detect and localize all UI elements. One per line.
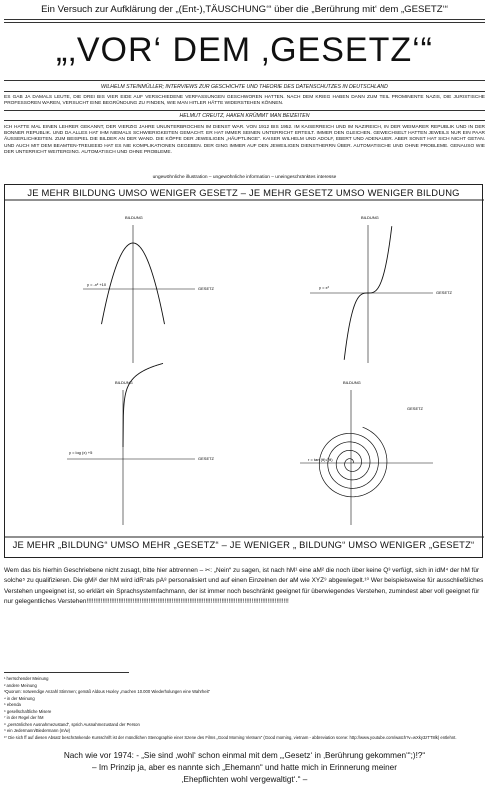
footnote-rule <box>4 672 129 673</box>
graph-3 <box>67 363 215 525</box>
graph-3-xlabel: GESETZ <box>198 456 215 461</box>
graph-1-ylabel: BILDUNG <box>125 215 143 220</box>
footnote: ⁶ gesellschaftliche Misere <box>4 708 52 714</box>
byline: WILHELM STEINMÜLLER; INTERVIEWS ZUR GESCHICHTE UND THEORIE DES DATENSCHUTZES IN DEUTSCHLAND <box>101 84 388 90</box>
graph-3-ylabel: BILDUNG <box>115 380 133 385</box>
closing-line-1: Nach wie vor 1974: - „Sie sind ‚wohl‘ schon einmal mit dem „‚Gesetz‘ in ‚Berührung gekommen‘“;)!?“ <box>63 751 426 760</box>
graph-4-curve <box>319 427 387 497</box>
graph-1-formula: y = -x² +10 <box>87 282 107 287</box>
footnote: ¹ herrschender Meinung <box>4 676 49 681</box>
footnote: ² andere Meinung <box>4 682 37 688</box>
graph-2-ylabel: BILDUNG <box>361 215 379 220</box>
footnotes <box>4 676 485 741</box>
graph-4-xlabel: GESETZ <box>407 406 424 411</box>
divider <box>4 80 485 81</box>
quote-paragraph-2: ICH HATTE MAL EINEN LEHRER GEKANNT, DER VIERZIG JAHRE UNUNTERBROCHEN IM DIENST WAR. VON 1912 BIS 1952. IM KAISERREICH UND IM NAZIREICH, IN DER WEIMARER REPUBLIK UND IN DER BONNER REPUBLIK. UND DA ALLES HAT IHM NIEMALS SCHWIERIGKEITEN GEMACHT. ER HAT IMMER SEINEN UNTERRICHT ERTEILT. IMMER DEN GLEICHEN. GEWECHSELT HATTEN JEWEILS NUR EIN PAAR ÄUSSERLICHKEITEN. ZUM BEISPIEL DIE BILDER AN DER WAND. DIE KÖPFE DER JEWEILIGEN „HÄUPTLINGE“. KAISER WILHELM UND ADOLF, EBERT UND ADENAUER. ABER SONST HAT SICH NICHT GETAN. UND AUCH MIT DEM BEAMTEN-TREUEEID HAT ES NIE KOMPLIKATIONEN GEGEBEN. DER GING IMMER AUF DEN JEWEILIGEN DIENSTHERRN ÜBER. AUTOMATISCHE UND OHNE PROBLEME. GENAUSO WIE DER UNTERRICHT WEITERGING. AUTOMATISCH UND OHNE PROBLEME. <box>4 125 485 155</box>
graph-1-xlabel: GESETZ <box>198 286 215 291</box>
closing-quote <box>4 750 485 787</box>
divider <box>4 110 485 111</box>
graph-1 <box>83 215 215 363</box>
divider <box>4 22 485 23</box>
top-headline: Ein Versuch zur Aufklärung der „(Ent-),TÄUSCHUNG‘“ über die „Berührung mit‘ dem „GESETZ‘“ <box>41 4 448 15</box>
divider <box>4 19 485 20</box>
figure-band-top: JE MEHR BILDUNG UMSO WENIGER GESETZ – JE MEHR GESETZ UMSO WENIGER BILDUNG <box>27 187 460 198</box>
closing-line-2: – Im Prinzip ja, aber es nannte sich „Ehemann“ und hatte mich in Erinnerung meiner <box>92 763 397 773</box>
graph-4-ylabel: BILDUNG <box>343 380 361 385</box>
closing-line-3: ‚Ehepflichten wohl vergewaltigt‘.“ – <box>181 775 308 785</box>
footnote: ¹⁰ Die sich ff auf diesen Absatz beschränkende Kursschrift ist der mündlichen Stenographie einer Szene des Films „Good Morning Vietnam“ (Good morning, vietnam - abbreviation scene: http://www.youtube.com/watch?v=wXky3zTT8lk) entlehnt. <box>4 734 457 740</box>
divider <box>4 91 485 92</box>
quote-paragraph-1: ES GAB JA DAMALS LEUTE, DIE DREI BIS VIER EIDE AUF VERSCHIEDENE VERFASSUNGEN GESCHWOREN HATTEN. NACH DEM KRIEG HABEN DANN ZUM TEIL PROMINENTE NAZIS, DIE JURISTISCHE PROFESSOREN WAREN, VERSUCHT EINE BEGRÜNDUNG ZU FINDEN, WIE MAN HITLER HÄTTE WIDERSTEHEN KÖNNEN. <box>4 95 485 107</box>
graph-2 <box>310 215 453 363</box>
graph-4-formula: r = tan (θ)√(θ) <box>308 457 333 462</box>
page-title: „‚VOR‘ DEM ‚GESETZ‘“ <box>56 31 433 69</box>
attribution: HELMUT CREUTZ, HAKEN KRÜMMT MAN BEIZEITEN <box>179 113 310 119</box>
divider <box>4 120 485 121</box>
footnote: ⁸ „persönlichen Ausnahmezustand“, sprich Ausnahmezustand der Person <box>4 721 140 727</box>
figure-band-bottom: JE MEHR „BILDUNG“ UMSO MEHR „GESETZ“ – JE WENIGER „ BILDUNG“ UMSO WENIGER „GESETZ“ <box>12 539 475 550</box>
footnote: ⁹ ein Jedermann/Biedermann (m/w) <box>4 728 71 733</box>
graph-2-xlabel: GESETZ <box>436 290 453 295</box>
footnote: ³Quorum: notwendige Anzahl Stimmen; gemäß Aldous Huxley „machen 10.000 Wiederholungen eine Wahrheit“ <box>4 689 211 694</box>
graphs-svg <box>5 185 484 559</box>
graph-2-formula: y = x³ <box>319 285 329 290</box>
footnote: ⁵ ebenda <box>4 702 21 707</box>
footnote: ⁴ in der Meinung <box>4 695 35 701</box>
body-paragraph: Wem das bis hierhin Geschriebene nicht zusagt, bitte hier abtrennen – ✂: „Nein“ zu sagen, ist nach hM¹ eine aM² die noch über keine Q³ verfügt, sich in idM⁴ der hM für solche⁵ zu qualifizieren. Die gMi⁶ der hM wird idR⁷als pA⁸ personalisiert und auf einen Einzelnen der aM wie XYZ⁹ abgewiegelt.¹⁰ Wer beispielsweise für ausschließliches Verstehen ungeeignet ist, so erklärt ein Sprachsystemfachmann, der ist immer noch beschränkt geeignet für überwiegendes Verstehen, zumindest aber voll geeignet für nur gelegentliches Verstehen!!!!!!!!!!!!!!!!!!!!!!!!!!!!!!!!!!!!!!!!!!!!!!!!!!!!!!!!!!!!!!!!!!!!!!!!!!!!!!!!!!!!!!!!!!!!!!!!!!!!!!!!!!!!!!!!!! <box>4 567 484 606</box>
figure-box <box>4 184 483 558</box>
graph-3-formula: y = log (x) +5 <box>69 450 93 455</box>
graph-4 <box>300 380 433 525</box>
figure-caption: ungewöhnliche illustration – ungewöhnliche information – uneingeschränktes interesse <box>152 175 337 180</box>
footnote: ⁷ in der Regel der hM <box>4 715 44 720</box>
graph-3-curve <box>123 363 163 447</box>
